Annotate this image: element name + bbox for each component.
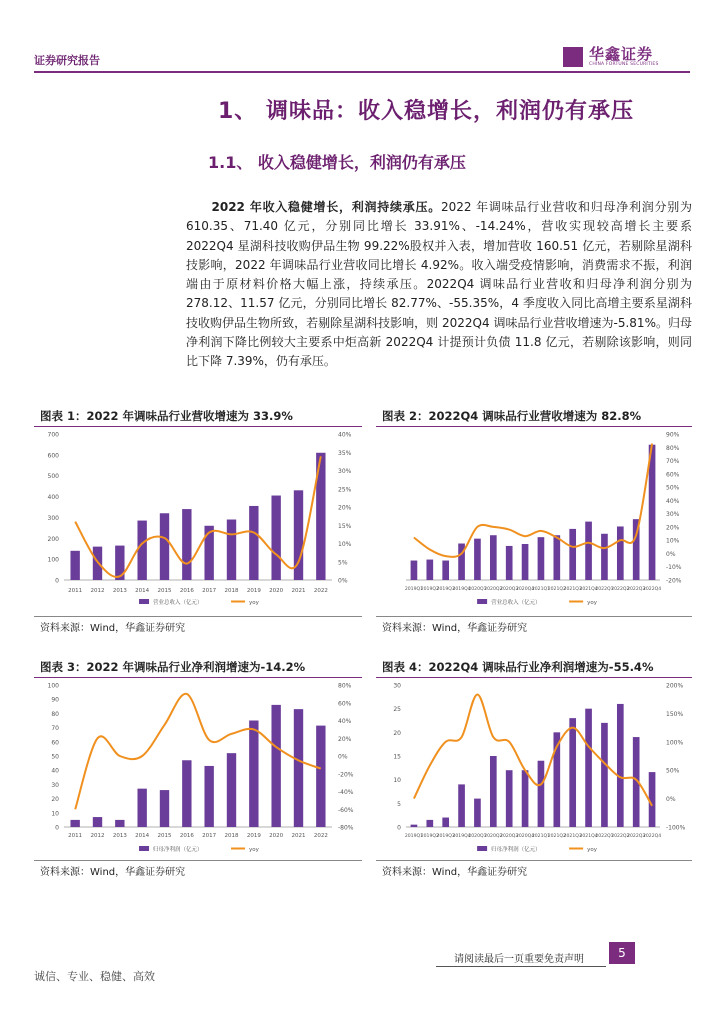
bar-2016 bbox=[182, 760, 191, 827]
x-tick-label: 2020 bbox=[269, 833, 284, 839]
y-tick-label-left: 70 bbox=[51, 725, 59, 733]
y-tick-label-left: 300 bbox=[47, 514, 59, 522]
logo-cn-text: 华鑫证券 bbox=[589, 45, 654, 63]
x-tick-label: 2013 bbox=[112, 833, 127, 839]
x-tick-label: 2017 bbox=[202, 833, 217, 839]
section-heading: 1、 调味品：收入稳增长，利润仍有承压 bbox=[218, 99, 634, 124]
figure-1-source: 资料来源：Wind，华鑫证券研究 bbox=[40, 623, 186, 634]
bar-2021Q3 bbox=[569, 529, 576, 580]
y-tick-label-right: 200% bbox=[666, 682, 684, 690]
legend-bar-label: 营业总收入（亿元） bbox=[491, 600, 541, 606]
x-tick-label: 2018 bbox=[224, 833, 239, 839]
bar-2019Q3 bbox=[442, 818, 449, 827]
y-tick-label-right: 20% bbox=[338, 504, 352, 512]
x-tick-label: 2021Q3 bbox=[563, 587, 582, 592]
bar-2020Q2 bbox=[490, 535, 497, 580]
x-tick-label: 2019Q1 bbox=[404, 834, 424, 839]
y-tick-label-right: 35% bbox=[338, 449, 352, 457]
y-tick-label-left: 5 bbox=[397, 800, 401, 808]
y-tick-label-right: 50% bbox=[666, 767, 680, 775]
figure-3-top-rule bbox=[34, 677, 362, 678]
x-tick-label: 2021Q1 bbox=[531, 834, 551, 839]
bar-2019Q2 bbox=[426, 560, 433, 580]
x-tick-label: 2020Q4 bbox=[515, 587, 535, 592]
y-tick-label-right: 60% bbox=[666, 471, 680, 479]
bar-2020Q4 bbox=[522, 544, 529, 580]
x-tick-label: 2022Q2 bbox=[611, 834, 630, 839]
x-tick-label: 2019Q2 bbox=[420, 587, 439, 592]
y-tick-label-right: -100% bbox=[666, 824, 686, 832]
x-tick-label: 2014 bbox=[135, 588, 150, 594]
body-paragraph bbox=[186, 198, 692, 372]
y-tick-label-right: 50% bbox=[666, 484, 680, 492]
y-tick-label-right: 40% bbox=[338, 718, 352, 725]
y-tick-label-left: 0 bbox=[55, 824, 59, 832]
yoy-line bbox=[414, 695, 652, 806]
figure-3-source: 资料来源：Wind，华鑫证券研究 bbox=[40, 867, 186, 878]
x-tick-label: 2021Q4 bbox=[579, 587, 598, 592]
figure-3-chart bbox=[34, 679, 362, 857]
y-tick-label-right: 25% bbox=[338, 486, 352, 494]
bar-2021Q1 bbox=[538, 537, 545, 580]
bar-2019Q2 bbox=[426, 820, 433, 827]
figure-2-source: 资料来源：Wind，华鑫证券研究 bbox=[382, 623, 528, 634]
bar-2022Q1 bbox=[601, 723, 608, 827]
bar-2022Q2 bbox=[617, 526, 624, 580]
bar-2014 bbox=[137, 521, 146, 580]
figure-2-title: 图表 2：2022Q4 调味品行业营收增速为 82.8% bbox=[382, 409, 642, 423]
y-tick-label-right: 80% bbox=[666, 444, 680, 452]
y-tick-label-left: 80 bbox=[51, 710, 59, 718]
x-tick-label: 2016 bbox=[179, 588, 194, 594]
legend-line-label: yoy bbox=[249, 600, 259, 606]
x-tick-label: 2022Q3 bbox=[627, 587, 646, 592]
x-tick-label: 2021 bbox=[291, 588, 306, 594]
header-divider bbox=[34, 71, 690, 73]
x-tick-label: 2011 bbox=[68, 833, 83, 839]
y-tick-label-right: 10% bbox=[338, 541, 352, 548]
x-tick-label: 2012 bbox=[90, 833, 105, 839]
figure-1-title: 图表 1：2022 年调味品行业营收增速为 33.9% bbox=[40, 409, 293, 423]
legend-bar-swatch bbox=[477, 599, 487, 604]
bar-2019 bbox=[249, 506, 258, 580]
legend-line-label: yoy bbox=[587, 600, 597, 606]
bar-2022 bbox=[316, 726, 325, 827]
bar-2021Q4 bbox=[585, 709, 592, 827]
bar-2020 bbox=[271, 705, 280, 827]
bar-2018 bbox=[227, 753, 236, 827]
y-tick-label-left: 25 bbox=[393, 706, 401, 714]
x-tick-label: 2019Q2 bbox=[420, 834, 439, 839]
logo-mark-icon bbox=[563, 47, 583, 67]
y-tick-label-right: 0% bbox=[666, 550, 676, 558]
y-tick-label-right: 20% bbox=[338, 735, 352, 743]
x-tick-label: 2015 bbox=[157, 588, 172, 594]
bar-2022Q2 bbox=[617, 704, 624, 827]
bar-2011 bbox=[70, 820, 79, 827]
y-tick-label-right: -60% bbox=[338, 806, 354, 814]
y-tick-label-left: 40 bbox=[51, 767, 59, 775]
bar-2019Q4 bbox=[458, 784, 465, 827]
y-tick-label-right: -10% bbox=[666, 564, 682, 572]
legend-bar-label: 归母净利润（亿元） bbox=[491, 847, 541, 853]
page-number: 5 bbox=[609, 942, 635, 964]
x-tick-label: 2021Q3 bbox=[563, 834, 582, 839]
bar-2021Q2 bbox=[553, 535, 560, 580]
bar-2015 bbox=[160, 790, 169, 827]
bar-2021Q4 bbox=[585, 522, 592, 580]
y-tick-label-left: 15 bbox=[393, 753, 401, 761]
x-tick-label: 2021 bbox=[291, 833, 306, 839]
bar-2016 bbox=[182, 509, 191, 580]
y-tick-label-left: 100 bbox=[47, 556, 59, 564]
x-tick-label: 2020Q2 bbox=[484, 587, 503, 592]
x-tick-label: 2021Q2 bbox=[547, 587, 566, 592]
x-tick-label: 2022Q1 bbox=[595, 834, 614, 839]
figure-1-bottom-rule bbox=[34, 616, 362, 617]
bar-2017 bbox=[204, 766, 213, 827]
x-tick-label: 2021Q1 bbox=[531, 587, 551, 592]
figure-4-chart bbox=[376, 679, 692, 857]
x-tick-label: 2020Q4 bbox=[515, 834, 535, 839]
bar-2011 bbox=[70, 551, 79, 580]
y-tick-label-right: 60% bbox=[338, 700, 352, 708]
x-tick-label: 2022 bbox=[313, 588, 328, 594]
x-tick-label: 2016 bbox=[179, 833, 194, 839]
bar-2020Q4 bbox=[522, 770, 529, 827]
y-tick-label-left: 600 bbox=[47, 452, 59, 460]
x-tick-label: 2022Q4 bbox=[642, 587, 662, 592]
yoy-line bbox=[414, 444, 652, 557]
y-tick-label-left: 200 bbox=[47, 535, 59, 543]
bar-2022Q1 bbox=[601, 534, 608, 580]
y-tick-label-right: 5% bbox=[338, 559, 348, 567]
figure-3-title: 图表 3：2022 年调味品行业净利润增速为-14.2% bbox=[40, 660, 306, 674]
y-tick-label-right: 20% bbox=[666, 524, 680, 532]
footer-disclaimer[interactable]: 请阅读最后一页重要免责声明 bbox=[454, 954, 584, 965]
legend-bar-label: 归母净利润（亿元） bbox=[153, 847, 203, 853]
x-tick-label: 2014 bbox=[135, 833, 150, 839]
y-tick-label-left: 10 bbox=[393, 777, 401, 785]
bar-2019Q1 bbox=[411, 561, 418, 580]
x-tick-label: 2011 bbox=[68, 588, 83, 594]
y-tick-label-right: 70% bbox=[666, 458, 680, 466]
bar-2018 bbox=[227, 520, 236, 580]
legend-line-label: yoy bbox=[249, 847, 259, 853]
y-tick-label-left: 60 bbox=[51, 739, 59, 747]
legend-bar-swatch bbox=[139, 599, 149, 604]
x-tick-label: 2022Q4 bbox=[642, 834, 662, 839]
bar-2012 bbox=[93, 817, 102, 827]
y-tick-label-left: 10 bbox=[51, 810, 59, 818]
report-type-label: 证券研究报告 bbox=[34, 54, 100, 67]
y-tick-label-left: 20 bbox=[393, 729, 401, 737]
y-tick-label-left: 0 bbox=[55, 577, 59, 585]
x-tick-label: 2013 bbox=[112, 588, 127, 594]
x-tick-label: 2020Q3 bbox=[500, 834, 519, 839]
x-tick-label: 2019 bbox=[246, 588, 261, 594]
figure-1-top-rule bbox=[34, 426, 362, 427]
legend-bar-swatch bbox=[139, 846, 149, 851]
y-tick-label-right: 30% bbox=[338, 468, 352, 475]
x-tick-label: 2020Q1 bbox=[468, 834, 487, 839]
y-tick-label-left: 100 bbox=[47, 682, 59, 690]
company-logo bbox=[563, 45, 693, 71]
x-tick-label: 2022Q3 bbox=[627, 834, 646, 839]
x-tick-label: 2022Q2 bbox=[611, 587, 630, 592]
x-tick-label: 2017 bbox=[202, 588, 217, 594]
bar-2019Q1 bbox=[411, 825, 418, 827]
x-tick-label: 2019Q1 bbox=[404, 587, 424, 592]
yoy-line bbox=[75, 694, 321, 810]
x-tick-label: 2019 bbox=[246, 833, 261, 839]
x-tick-label: 2018 bbox=[224, 588, 239, 594]
x-tick-label: 2019Q4 bbox=[452, 834, 471, 839]
y-tick-label-left: 30 bbox=[51, 781, 59, 789]
y-tick-label-left: 20 bbox=[51, 796, 59, 804]
figure-4-bottom-rule bbox=[376, 860, 692, 861]
bar-2014 bbox=[137, 789, 146, 827]
x-tick-label: 2019Q4 bbox=[452, 587, 471, 592]
paragraph-lead: 2022 年收入稳健增长，利润持续承压。 bbox=[211, 200, 441, 214]
y-tick-label-left: 700 bbox=[47, 431, 59, 439]
footer-motto: 诚信、专业、稳健、高效 bbox=[34, 970, 155, 983]
figure-3-bottom-rule bbox=[34, 860, 362, 861]
y-tick-label-right: 40% bbox=[338, 431, 352, 439]
y-tick-label-left: 0 bbox=[397, 824, 401, 832]
yoy-line bbox=[75, 456, 321, 577]
legend-line-label: yoy bbox=[587, 847, 597, 853]
x-tick-label: 2020 bbox=[269, 588, 284, 594]
y-tick-label-right: -20% bbox=[666, 577, 682, 585]
bar-2020Q1 bbox=[474, 539, 481, 580]
x-tick-label: 2021Q4 bbox=[579, 834, 598, 839]
legend-bar-swatch bbox=[477, 846, 487, 851]
y-tick-label-right: -40% bbox=[338, 789, 354, 796]
y-tick-label-right: 80% bbox=[338, 682, 352, 690]
x-tick-label: 2015 bbox=[157, 833, 172, 839]
bar-2020Q3 bbox=[506, 546, 513, 580]
y-tick-label-right: 0% bbox=[338, 753, 348, 761]
bar-2020Q1 bbox=[474, 799, 481, 827]
bar-2021 bbox=[294, 709, 303, 827]
figure-1-chart bbox=[34, 428, 362, 612]
y-tick-label-left: 400 bbox=[47, 494, 59, 502]
bar-2015 bbox=[160, 513, 169, 580]
figure-2-top-rule bbox=[376, 426, 692, 427]
y-tick-label-right: 15% bbox=[338, 522, 352, 530]
figure-4-source: 资料来源：Wind，华鑫证券研究 bbox=[382, 867, 528, 878]
y-tick-label-right: 150% bbox=[666, 710, 684, 718]
y-tick-label-left: 50 bbox=[51, 753, 59, 761]
bar-2019Q3 bbox=[442, 561, 449, 580]
x-tick-label: 2021Q2 bbox=[547, 834, 566, 839]
x-tick-label: 2019Q3 bbox=[436, 587, 455, 592]
y-tick-label-right: 0% bbox=[338, 577, 348, 585]
y-tick-label-right: 100% bbox=[666, 739, 684, 747]
x-tick-label: 2020Q3 bbox=[500, 587, 519, 592]
y-tick-label-right: 10% bbox=[666, 537, 680, 545]
x-tick-label: 2022Q1 bbox=[595, 587, 614, 592]
bar-2017 bbox=[204, 526, 213, 580]
y-tick-label-right: 30% bbox=[666, 511, 680, 519]
y-tick-label-left: 90 bbox=[51, 696, 59, 704]
bar-2021Q1 bbox=[538, 761, 545, 827]
logo-en-text: CHINA FORTUNE SECURITIES bbox=[589, 62, 659, 67]
y-tick-label-left: 500 bbox=[47, 473, 59, 481]
y-tick-label-right: -80% bbox=[338, 824, 354, 832]
subsection-heading: 1.1、 收入稳健增长，利润仍有承压 bbox=[208, 153, 466, 172]
x-tick-label: 2022 bbox=[313, 833, 328, 839]
y-tick-label-right: 40% bbox=[666, 497, 680, 505]
y-tick-label-right: 90% bbox=[666, 431, 680, 439]
bar-2021Q3 bbox=[569, 718, 576, 827]
figure-4-title: 图表 4：2022Q4 调味品行业净利润增速为-55.4% bbox=[382, 660, 654, 674]
x-tick-label: 2019Q3 bbox=[436, 834, 455, 839]
bar-2020Q3 bbox=[506, 770, 513, 827]
x-tick-label: 2020Q1 bbox=[468, 587, 487, 592]
figure-2-chart bbox=[376, 428, 692, 612]
bar-2020Q2 bbox=[490, 756, 497, 827]
legend-bar-label: 营业总收入（亿元） bbox=[153, 600, 203, 606]
x-tick-label: 2020Q2 bbox=[484, 834, 503, 839]
y-tick-label-right: 0% bbox=[666, 796, 676, 804]
y-tick-label-right: -20% bbox=[338, 771, 354, 779]
y-tick-label-left: 30 bbox=[393, 682, 401, 690]
bar-2020 bbox=[271, 496, 280, 580]
bar-2019 bbox=[249, 721, 258, 828]
figure-4-top-rule bbox=[376, 677, 692, 678]
bar-2013 bbox=[115, 820, 124, 827]
figure-2-bottom-rule bbox=[376, 616, 692, 617]
paragraph-body: 2022 年调味品行业营收和归母净利润分别为 610.35、71.40 亿元，分别同比增长 33.91%、-14.24%，营收实现较高增长主要系 2022Q4 星湖科技收购伊品生物 99.22%股权并入表，增加营收 160.51 亿元，若剔除星湖科技影响，2022 年调味品行业营收同比增长 4.92%。收入端受疫情影响，消费需求不振，利润端由于原材料价格大幅上涨，持续承压。2022Q4 调味品行业营收和归母净利润分别为 278.12、11.57 亿元，分别同比增长 82.77%、-55.35%，4 季度收入同比高增主要系星湖科技收购伊品生物所致，若剔除星湖科技影响，则 2022Q4 调味品行业营收增速为-5.81%。归母净利润下降比例较大主要系中炬高新 2022Q4 计提预计负债 11.8 亿元，若剔除该影响，则同比下降 7.39%，仍有承压。 bbox=[186, 200, 693, 369]
x-tick-label: 2012 bbox=[90, 588, 105, 594]
